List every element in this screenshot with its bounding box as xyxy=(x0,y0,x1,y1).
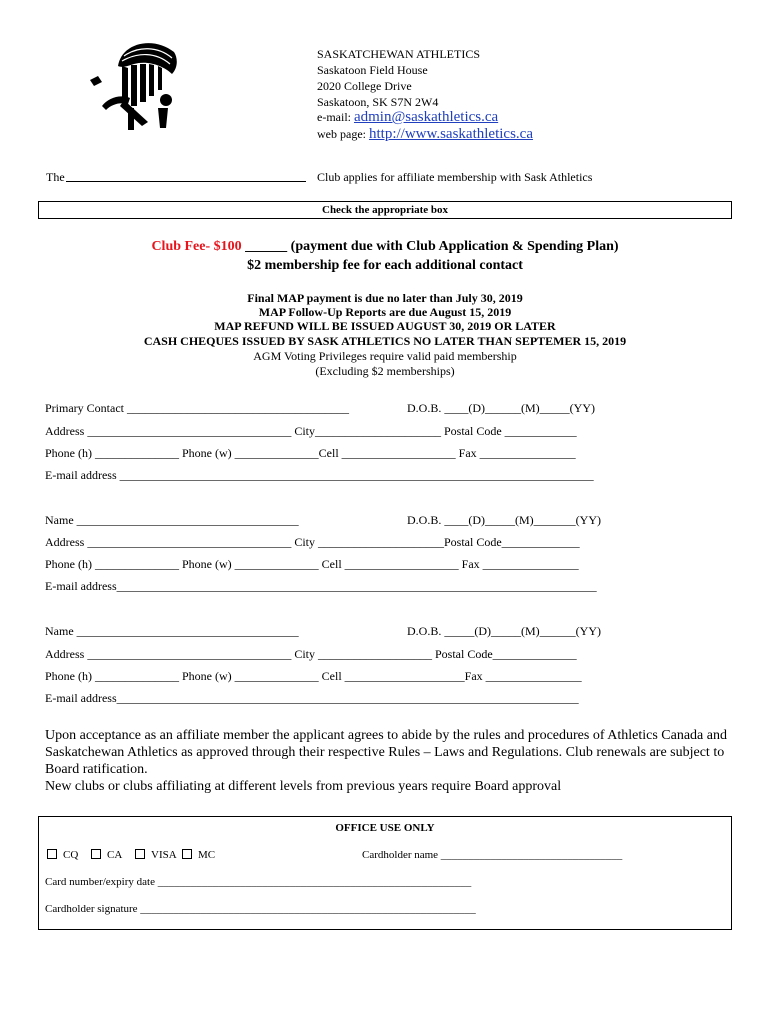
sask-athletics-logo xyxy=(88,36,182,132)
notice-line-2: MAP Follow-Up Reports are due August 15, 2019 xyxy=(258,305,512,319)
address-line-1: Saskatoon Field House xyxy=(317,63,428,77)
membership-fee: $2 membership fee for each additional contact xyxy=(247,258,523,273)
notice-line-6: (Excluding $2 memberships) xyxy=(315,364,455,378)
club-line-prefix: The xyxy=(46,170,65,184)
org-name: SASKATCHEWAN ATHLETICS xyxy=(317,47,481,61)
email-link[interactable]: admin@saskathletics.ca xyxy=(353,109,499,125)
contact-1-dob-field[interactable]: D.O.B. ____(D)______(M)_____(YY) xyxy=(407,401,595,415)
email-row xyxy=(317,109,498,126)
office-use-title: OFFICE USE ONLY xyxy=(335,822,435,834)
contact-3-email-field[interactable]: E-mail address_____________________________________________________________________________ xyxy=(45,691,579,705)
option-cq[interactable] xyxy=(47,849,78,861)
club-fee: Club Fee- $100 xyxy=(151,239,242,254)
contact-2-email-field[interactable]: E-mail address________________________________________________________________________________ xyxy=(45,579,597,593)
option-ca[interactable] xyxy=(91,849,122,861)
acceptance-line-1: Upon acceptance as an affiliate member the applicant agrees to abide by the rules and procedures of Athletics Canada and xyxy=(45,728,727,743)
cardholder-signature-field[interactable]: Cardholder signature _____________________________________________________________ xyxy=(45,903,476,915)
contact-2-dob-field[interactable]: D.O.B. ____(D)_____(M)_______(YY) xyxy=(407,513,601,527)
club-fee-line xyxy=(0,239,770,255)
check-box-banner xyxy=(38,201,732,219)
cardholder-name-field[interactable]: Cardholder name _________________________________ xyxy=(362,849,623,861)
contact-1-email-field[interactable]: E-mail address _______________________________________________________________________________ xyxy=(45,468,594,482)
option-visa-label: VISA xyxy=(151,849,177,861)
payment-note: (payment due with Club Application & Spending Plan) xyxy=(290,239,619,254)
option-mc-label: MC xyxy=(198,849,216,861)
club-line-suffix: Club applies for affiliate membership with Sask Athletics xyxy=(317,170,593,184)
contact-1-name-field[interactable]: Primary Contact _____________________________________ xyxy=(45,401,349,415)
web-label: web page: xyxy=(317,127,369,141)
contact-3-phone-field[interactable]: Phone (h) ______________ Phone (w) ______________ Cell ____________________Fax ________________ xyxy=(45,669,582,683)
contact-2-phone-field[interactable]: Phone (h) ______________ Phone (w) ______________ Cell ___________________ Fax ________________ xyxy=(45,557,579,571)
notice-line-3: MAP REFUND WILL BE ISSUED AUGUST 30, 2019 OR LATER xyxy=(214,319,556,333)
notice-line-4: CASH CHEQUES ISSUED BY SASK ATHLETICS NO LATER THAN SEPTEMER 15, 2019 xyxy=(143,334,627,348)
notice-line-5: AGM Voting Privileges require valid paid membership xyxy=(253,349,517,363)
contact-2-name-field[interactable]: Name _____________________________________ xyxy=(45,513,299,527)
option-ca-label: CA xyxy=(107,849,123,861)
option-cq-label: CQ xyxy=(63,849,79,861)
office-use-box xyxy=(38,816,732,930)
web-link[interactable]: http://www.saskathletics.ca xyxy=(368,126,533,142)
option-visa[interactable] xyxy=(135,849,177,861)
contact-2-address-field[interactable]: Address __________________________________ City _____________________Postal Code_____________ xyxy=(45,535,580,549)
acceptance-line-4: New clubs or clubs affiliating at different levels from previous years require Board approval xyxy=(45,779,562,794)
address-line-2: 2020 College Drive xyxy=(317,79,412,93)
checkbox-icon xyxy=(91,849,101,859)
address-line-3: Saskatoon, SK S7N 2W4 xyxy=(317,95,439,109)
contact-3-name-field[interactable]: Name _____________________________________ xyxy=(45,624,299,638)
contact-1-address-field[interactable]: Address __________________________________ City_____________________ Postal Code ____________ xyxy=(45,424,577,438)
contact-1-phone-field[interactable]: Phone (h) ______________ Phone (w) ______________Cell ___________________ Fax ________________ xyxy=(45,446,576,460)
check-box-banner-text: Check the appropriate box xyxy=(322,204,448,216)
checkbox-icon xyxy=(182,849,192,859)
card-number-field[interactable]: Card number/expiry date _________________________________________________________ xyxy=(45,876,472,888)
acceptance-line-2: Saskatchewan Athletics as approved through their respective Rules – Laws and Regulations. Club renewals are subject to xyxy=(45,745,725,760)
checkbox-icon xyxy=(47,849,57,859)
checkbox-icon xyxy=(135,849,145,859)
contact-3-address-field[interactable]: Address __________________________________ City ___________________ Postal Code______________ xyxy=(45,647,577,661)
club-fee-checkbox[interactable]: ______ xyxy=(245,239,288,254)
club-name-field[interactable] xyxy=(66,181,306,182)
contact-3-dob-field[interactable]: D.O.B. _____(D)_____(M)______(YY) xyxy=(407,624,601,638)
acceptance-paragraph xyxy=(45,727,727,795)
notice-line-1: Final MAP payment is due no later than July 30, 2019 xyxy=(247,291,523,305)
acceptance-line-3: Board ratification. xyxy=(45,762,148,777)
option-mc[interactable] xyxy=(182,849,215,861)
web-row xyxy=(317,126,533,143)
email-label: e-mail: xyxy=(317,110,354,124)
